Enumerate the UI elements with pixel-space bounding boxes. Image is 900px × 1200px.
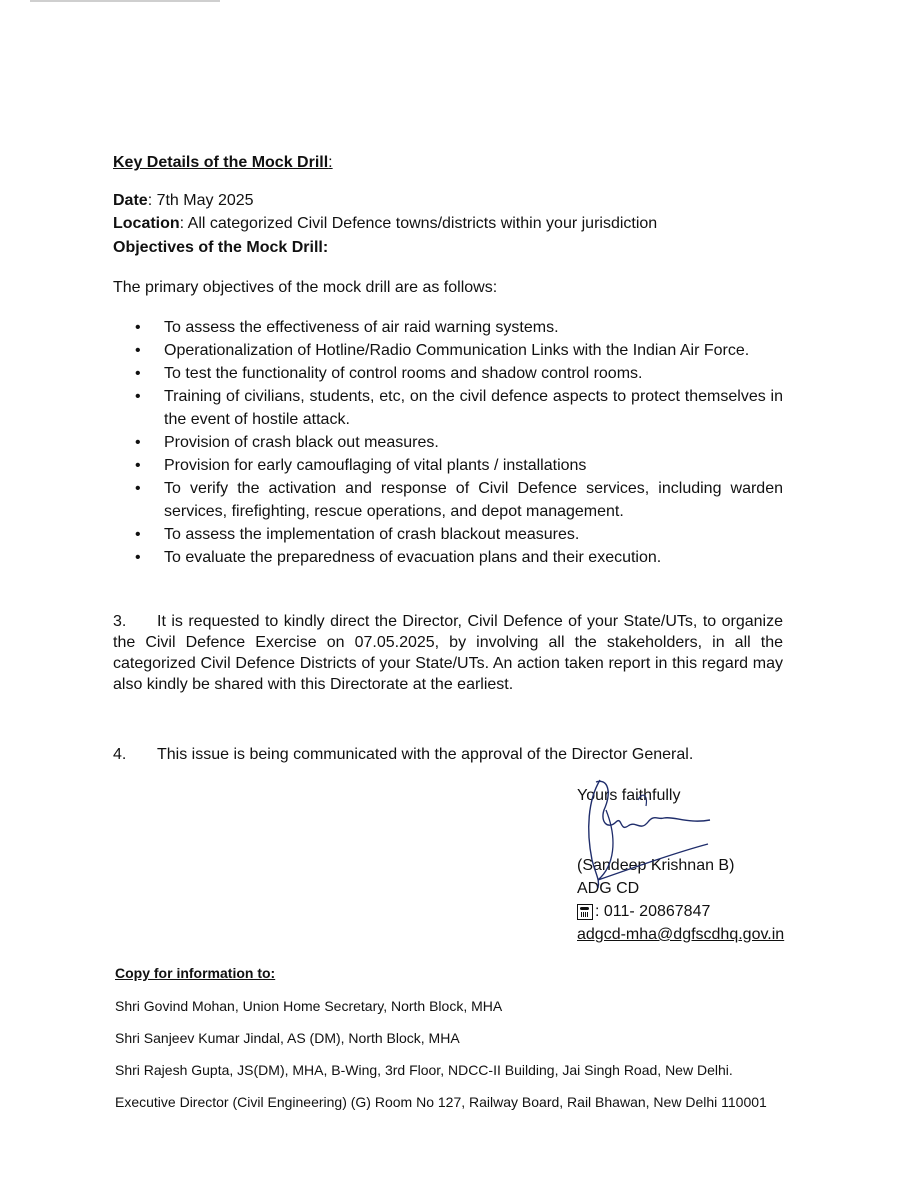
email-link[interactable]: adgcd-mha@dgfscdhq.gov.in: [577, 926, 785, 943]
telephone-icon: [577, 904, 593, 920]
section-heading-colon: :: [328, 154, 333, 171]
signatory-designation: ADG CD: [577, 880, 640, 897]
date-line: [113, 192, 254, 210]
location-line: [113, 215, 657, 233]
list-item: Shri Govind Mohan, Union Home Secretary, North Block, MHA: [115, 998, 503, 1014]
paragraph-4-text: This issue is being communicated with the approval of the Director General.: [157, 746, 694, 763]
location-label: Location: [113, 215, 180, 232]
paragraph-4: [113, 746, 693, 764]
copy-recipients-list: [115, 996, 783, 1124]
section-heading: [113, 154, 333, 172]
scan-edge-line: [30, 0, 220, 2]
signatory-name: (Sandeep Krishnan B): [577, 857, 735, 874]
objectives-heading: [113, 239, 328, 257]
phone-number: : 011- 20867847: [595, 903, 711, 920]
objectives-intro: The primary objectives of the mock drill are as follows:: [113, 279, 498, 296]
closing-text: Yours faithfully: [577, 787, 681, 804]
location-value: : All categorized Civil Defence towns/districts within your jurisdiction: [179, 215, 658, 232]
list-item: • To assess the effectiveness of air raid warning systems.: [113, 316, 783, 339]
objectives-label: Objectives of the Mock Drill:: [113, 239, 329, 256]
list-item: • Provision of crash black out measures.: [113, 431, 783, 454]
list-item: • To verify the activation and response of Civil Defence services, including warden services, firefighting, rescue operations, and depot management.: [113, 477, 783, 523]
paragraph-3-number: 3.: [113, 613, 127, 630]
list-item: • Training of civilians, students, etc, on the civil defence aspects to protect themselves in the event of hostile attack.: [113, 385, 783, 431]
list-item: • Operationalization of Hotline/Radio Communication Links with the Indian Air Force.: [113, 339, 783, 362]
list-item: Shri Sanjeev Kumar Jindal, AS (DM), North Block, MHA: [115, 1030, 460, 1046]
paragraph-3-text: It is requested to kindly direct the Director, Civil Defence of your State/UTs, to organize the Civil Defence Exercise on 07.05.2025, by involving all the stakeholders, in all the categorized Civil Defence Districts of your State/UTs. An action taken report in this regard may also kindly be shared with this Directorate at the earliest.: [113, 613, 783, 693]
section-heading-text: Key Details of the Mock Drill: [113, 154, 329, 171]
list-item: • Provision for early camouflaging of vital plants / installations: [113, 454, 783, 477]
copy-heading: Copy for information to:: [115, 965, 276, 981]
objectives-list: [113, 316, 783, 569]
date-label: Date: [113, 192, 148, 209]
list-item: • To evaluate the preparedness of evacuation plans and their execution.: [113, 546, 783, 569]
phone-line: [577, 900, 784, 923]
paragraph-3: [113, 611, 783, 695]
list-item: Shri Rajesh Gupta, JS(DM), MHA, B-Wing, 3rd Floor, NDCC-II Building, Jai Singh Road, New Delhi.: [115, 1062, 733, 1078]
list-item: Executive Director (Civil Engineering) (G) Room No 127, Railway Board, Rail Bhawan, New Delhi 110001: [115, 1094, 767, 1110]
list-item: • To test the functionality of control rooms and shadow control rooms.: [113, 362, 783, 385]
list-item: • To assess the implementation of crash blackout measures.: [113, 523, 783, 546]
paragraph-4-number: 4.: [113, 746, 127, 763]
signature-block: [577, 784, 784, 946]
date-value: : 7th May 2025: [147, 192, 254, 209]
